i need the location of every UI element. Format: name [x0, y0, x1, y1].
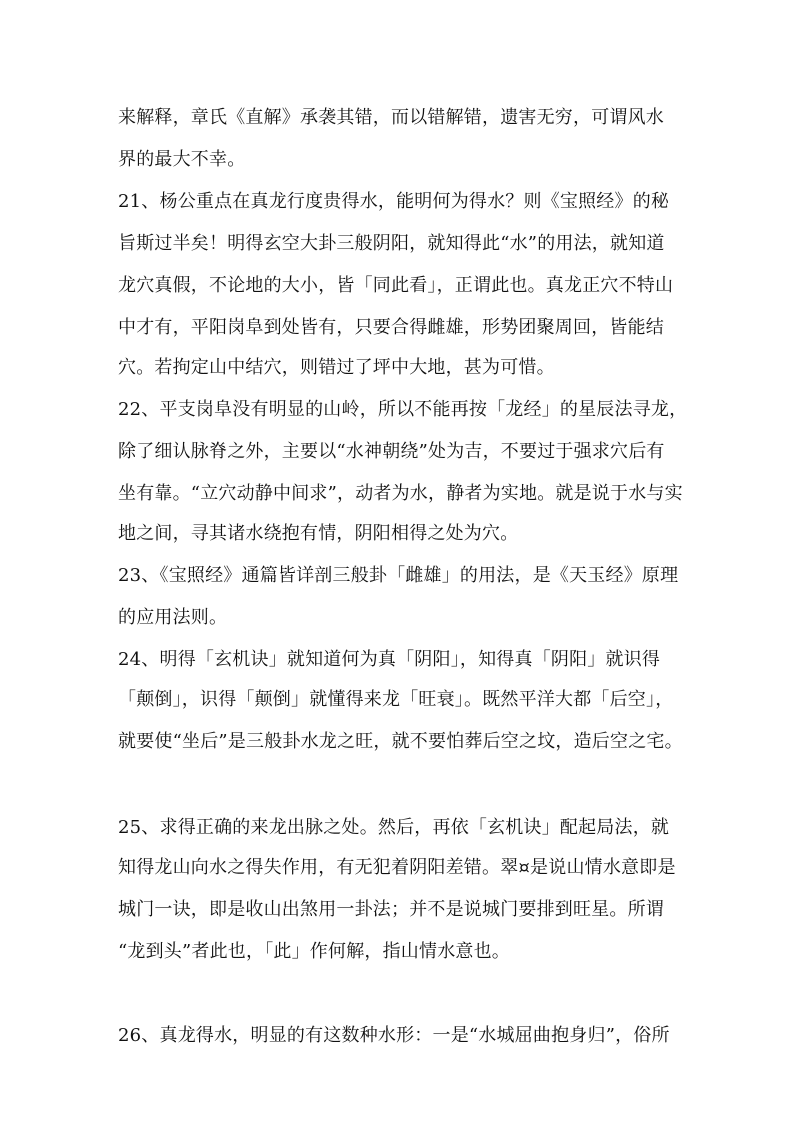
text-line: 22、平支岗阜没有明显的山岭，所以不能再按「龙经」的星辰法寻龙，	[118, 399, 688, 420]
text-line: 龙穴真假，不论地的大小，皆「同此看」，正谓此也。真龙正穴不特山	[118, 275, 674, 296]
text-line: 地之间，寻其诸水绕抱有情，阴阳相得之处为穴。	[118, 523, 519, 544]
text-line: 中才有，平阳岗阜到处皆有，只要合得雌雄，形势团聚周回，皆能结	[118, 317, 664, 338]
text-line: 穴。若拘定山中结穴，则错过了坪中大地，甚为可惜。	[118, 357, 555, 378]
text-line: 「颠倒」，识得「颠倒」就懂得来龙「旺衰」。既然平洋大都「后空」，	[118, 689, 674, 710]
text-line: 除了细认脉脊之外，主要以“水神朝绕”处为吉，不要过于强求穴后有	[118, 441, 665, 462]
text-line: 24、明得「玄机诀」就知道何为真「阴阳」，知得真「阴阳」就识得	[118, 649, 661, 670]
text-line: 界的最大不幸。	[118, 149, 246, 170]
text-line: 25、求得正确的来龙出脉之处。然后，再依「玄机诀」配起局法，就	[118, 817, 670, 838]
text-line: 26、真龙得水，明显的有这数种水形：一是“水城屈曲抱身归”，俗所	[118, 1025, 670, 1046]
text-line: 城门一诀，即是收山出煞用一卦法；并不是说城门要排到旺星。所谓	[118, 899, 664, 920]
text-line: 坐有靠。“立穴动静中间求”，动者为水，静者为实地。就是说于水与实	[118, 483, 683, 504]
text-line: 的应用法则。	[118, 607, 228, 628]
text-line: 知得龙山向水之得失作用，有无犯着阴阳差错。翠¤是说山情水意即是	[118, 857, 676, 878]
text-line: “龙到头”者此也，「此」作何解，指山情水意也。	[118, 941, 511, 962]
text-line: 21、杨公重点在真龙行度贵得水，能明何为得水？则《宝照经》的秘	[118, 191, 670, 212]
text-line: 23、《宝照经》通篇皆详剖三般卦「雌雄」的用法，是《天玉经》原理	[118, 565, 679, 586]
text-line: 旨斯过半矣！明得玄空大卦三般阴阳，就知得此“水”的用法，就知道	[118, 233, 665, 254]
text-line: 来解释，章氏《直解》承袭其错，而以错解错，遗害无穷，可谓风水	[118, 107, 664, 128]
text-line: 就要使“坐后”是三般卦水龙之旺，就不要怕葬后空之坟，造后空之宅。	[118, 731, 683, 752]
